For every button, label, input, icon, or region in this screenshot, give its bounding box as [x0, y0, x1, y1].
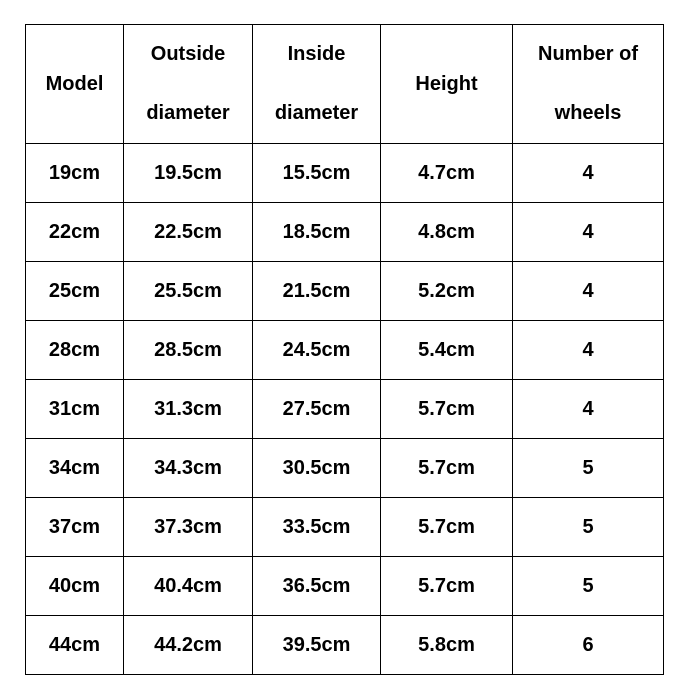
cell-height: 5.2cm	[381, 262, 513, 321]
cell-height: 5.7cm	[381, 557, 513, 616]
table-row	[26, 144, 664, 203]
cell-model: 22cm	[26, 203, 124, 262]
cell-outside-diameter: 25.5cm	[124, 262, 253, 321]
cell-height: 5.7cm	[381, 439, 513, 498]
table-row	[26, 557, 664, 616]
cell-height: 4.8cm	[381, 203, 513, 262]
cell-outside-diameter: 44.2cm	[124, 616, 253, 675]
cell-model: 40cm	[26, 557, 124, 616]
cell-inside-diameter: 30.5cm	[253, 439, 381, 498]
header-height	[381, 25, 513, 144]
header-model	[26, 25, 124, 144]
table-row	[26, 262, 664, 321]
cell-wheels: 4	[513, 380, 664, 439]
cell-outside-diameter: 37.3cm	[124, 498, 253, 557]
table-row	[26, 321, 664, 380]
cell-height: 5.4cm	[381, 321, 513, 380]
cell-model: 31cm	[26, 380, 124, 439]
header-number-of-wheels-line-1: Number of	[538, 43, 638, 65]
cell-wheels: 5	[513, 557, 664, 616]
cell-model: 44cm	[26, 616, 124, 675]
table-body	[26, 144, 664, 675]
cell-wheels: 4	[513, 262, 664, 321]
cell-inside-diameter: 33.5cm	[253, 498, 381, 557]
header-row	[26, 25, 664, 144]
cell-model: 37cm	[26, 498, 124, 557]
cell-outside-diameter: 19.5cm	[124, 144, 253, 203]
table-row	[26, 380, 664, 439]
cell-height: 4.7cm	[381, 144, 513, 203]
cell-height: 5.7cm	[381, 380, 513, 439]
cell-wheels: 4	[513, 144, 664, 203]
header-model-label: Model	[45, 73, 104, 95]
cell-model: 25cm	[26, 262, 124, 321]
header-inside-diameter	[253, 25, 381, 144]
cell-wheels: 5	[513, 498, 664, 557]
cell-inside-diameter: 24.5cm	[253, 321, 381, 380]
cell-model: 19cm	[26, 144, 124, 203]
cell-height: 5.8cm	[381, 616, 513, 675]
cell-inside-diameter: 15.5cm	[253, 144, 381, 203]
header-inside-diameter-line-1: Inside	[287, 43, 346, 65]
header-outside-diameter-line-1: Outside	[150, 43, 226, 65]
cell-model: 34cm	[26, 439, 124, 498]
cell-wheels: 4	[513, 321, 664, 380]
cell-outside-diameter: 22.5cm	[124, 203, 253, 262]
cell-inside-diameter: 27.5cm	[253, 380, 381, 439]
cell-inside-diameter: 18.5cm	[253, 203, 381, 262]
table-row	[26, 616, 664, 675]
table-row	[26, 498, 664, 557]
cell-inside-diameter: 39.5cm	[253, 616, 381, 675]
cell-wheels: 4	[513, 203, 664, 262]
cell-wheels: 5	[513, 439, 664, 498]
cell-model: 28cm	[26, 321, 124, 380]
cell-height: 5.7cm	[381, 498, 513, 557]
cell-outside-diameter: 34.3cm	[124, 439, 253, 498]
header-inside-diameter-line-2: diameter	[274, 102, 359, 124]
table-header	[26, 25, 664, 144]
size-spec-table	[25, 24, 664, 675]
header-number-of-wheels-line-2: wheels	[554, 102, 622, 124]
cell-outside-diameter: 31.3cm	[124, 380, 253, 439]
header-outside-diameter-line-2: diameter	[146, 102, 230, 124]
header-number-of-wheels	[513, 25, 664, 144]
table-row	[26, 439, 664, 498]
cell-outside-diameter: 40.4cm	[124, 557, 253, 616]
cell-outside-diameter: 28.5cm	[124, 321, 253, 380]
table-row	[26, 203, 664, 262]
cell-inside-diameter: 21.5cm	[253, 262, 381, 321]
cell-inside-diameter: 36.5cm	[253, 557, 381, 616]
header-outside-diameter	[124, 25, 253, 144]
header-height-label: Height	[415, 73, 478, 95]
cell-wheels: 6	[513, 616, 664, 675]
